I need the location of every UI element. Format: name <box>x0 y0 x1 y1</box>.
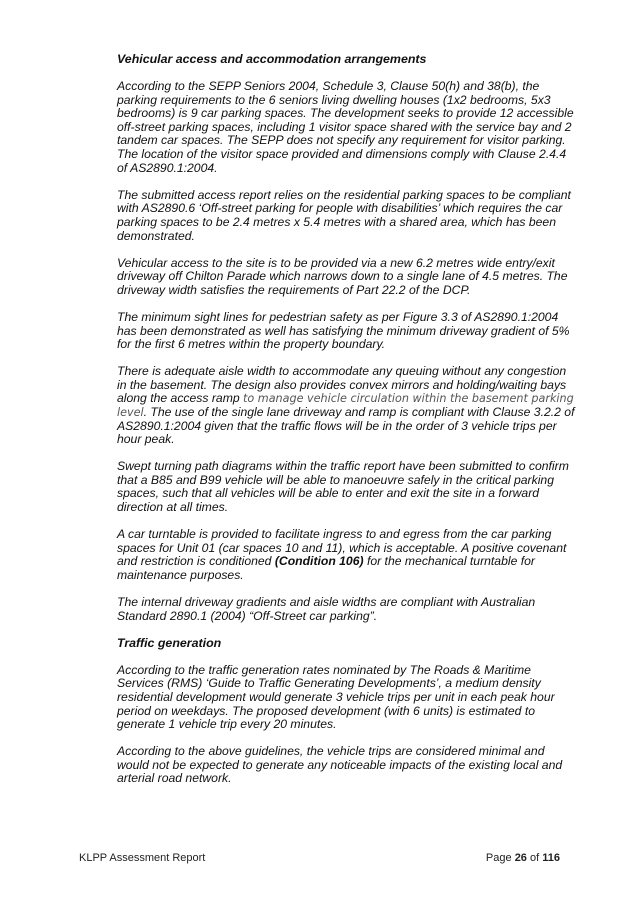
text-segment: The internal driveway gradients and aisle widths are compliant with Australian <box>117 595 536 609</box>
text-segment: Vehicular access to the site is to be provided via a new 6.2 metres wide entry/exit <box>117 255 555 270</box>
text-segment: and restriction is conditioned <box>117 554 275 569</box>
text-line <box>117 365 587 379</box>
condition-reference: (Condition 106) <box>274 554 364 569</box>
text-line <box>117 610 587 624</box>
text-line <box>117 759 587 773</box>
section-heading: Traffic generation <box>117 635 222 650</box>
text-line <box>117 338 587 352</box>
text-segment: hour peak. <box>117 432 175 447</box>
text-segment: with AS2890.6 ‘Off-street parking for people with disabilities’ which requires the car <box>117 201 563 216</box>
text-segment: spaces, such that all vehicles will be able to enter and exit the site in a forward <box>117 486 540 501</box>
paragraph <box>117 311 587 352</box>
text-line <box>117 379 587 393</box>
text-segment: According to the traffic generation rates nominated by The Roads & Maritime <box>117 662 531 677</box>
text-line <box>117 270 587 284</box>
text-line <box>117 460 587 474</box>
text-line <box>117 433 587 447</box>
paragraph <box>117 460 587 514</box>
text-line <box>117 718 587 732</box>
text-segment: Services (RMS) ‘Guide to Traffic Generating Developments’, a medium density <box>117 676 541 691</box>
paragraph <box>117 528 587 582</box>
text-line <box>117 325 587 339</box>
text-segment: According to the above guidelines, the vehicle trips are considered minimal and <box>117 744 545 759</box>
text-segment: driveway off Chilton Parade which narrows down to a single lane of 4.5 metres. The <box>117 269 568 284</box>
text-line <box>117 189 587 203</box>
text-segment: bedrooms) is 9 car parking spaces. The development seeks to provide 12 accessible <box>117 106 574 121</box>
text-segment: residential development would generate 3 vehicle trips per unit in each peak hour <box>117 689 555 704</box>
text-segment: direction at all times. <box>117 500 229 515</box>
text-segment: . The use of the single lane driveway and ramp is compliant with Clause 3.2.2 of <box>143 404 575 419</box>
text-segment: A car turntable is provided to facilitate ingress to and egress from the car parking <box>117 527 552 542</box>
page-footer <box>79 851 560 865</box>
text-line <box>117 555 587 569</box>
text-segment: There is adequate aisle width to accommodate any queuing without any congestion <box>117 364 567 379</box>
text-line <box>117 311 587 325</box>
text-line <box>117 501 587 515</box>
text-segment: of AS2890.1:2004. <box>117 160 218 175</box>
current-page: 26 <box>514 852 527 864</box>
text-segment: tandem car spaces. The SEPP does not specify any requirement for visitor parking. <box>117 133 566 148</box>
text-line <box>117 528 587 542</box>
text-line <box>117 216 587 230</box>
text-segment: parking requirements to the 6 seniors living dwelling houses (1x2 bedrooms, 5x3 <box>117 92 551 107</box>
text-segment: to manage vehicle circulation within the basement parking <box>243 392 574 406</box>
text-segment: period on weekdays. The proposed development (with 6 units) is estimated to <box>117 703 535 718</box>
text-line <box>117 542 587 556</box>
text-line <box>117 134 587 148</box>
text-segment: driveway width satisfies the requirements of Part 22.2 of the DCP. <box>117 282 471 297</box>
text-line <box>117 230 587 244</box>
text-line <box>117 107 587 121</box>
text-segment: in the basement. The design also provides convex mirrors and holding/waiting bays <box>117 377 567 392</box>
text-line <box>117 284 587 298</box>
text-segment: that a B85 and B99 vehicle will be able to manoeuvre safely in the critical parking <box>117 472 554 487</box>
paragraph <box>117 257 587 298</box>
text-segment: generate 1 vehicle trip every 20 minutes. <box>117 717 337 732</box>
text-segment: level <box>117 405 144 419</box>
text-line <box>117 80 587 94</box>
text-line <box>117 202 587 216</box>
text-line <box>117 705 587 719</box>
total-pages: 116 <box>542 852 560 864</box>
text-segment: AS2890.1:2004 given that the traffic flows will be in the order of 3 vehicle trips per <box>117 418 557 433</box>
text-segment: Standard 2890.1 (2004) “Off-Street car parking”. <box>117 608 378 623</box>
text-segment: spaces for Unit 01 (car spaces 10 and 11), which is acceptable. A positive covenant <box>117 540 567 555</box>
text-segment: for the first 6 metres within the property boundary. <box>117 337 386 352</box>
text-segment: According to the SEPP Seniors 2004, Schedule 3, Clause 50(h) and 38(b), the <box>117 79 540 94</box>
text-segment: for the mechanical turntable for <box>363 554 535 569</box>
text-line <box>117 474 587 488</box>
text-line <box>117 691 587 705</box>
text-segment: The minimum sight lines for pedestrian safety as per Figure 3.3 of AS2890.1:2004 <box>117 309 559 324</box>
text-line <box>117 94 587 108</box>
paragraph <box>117 664 587 732</box>
text-segment: The location of the visitor space provided and dimensions comply with Clause 2.4.4 <box>117 147 567 162</box>
text-segment: maintenance purposes. <box>117 567 244 582</box>
paragraph <box>117 596 587 623</box>
paragraph <box>117 365 587 447</box>
text-line <box>117 487 587 501</box>
text-line <box>117 677 587 691</box>
paragraph <box>117 745 587 786</box>
text-line <box>117 406 587 420</box>
text-segment: The submitted access report relies on the residential parking spaces to be compliant <box>117 187 571 202</box>
text-segment: would not be expected to generate any noticeable impacts of the existing local and <box>117 757 563 772</box>
text-segment: off-street parking spaces, including 1 visitor space shared with the service bay and 2 <box>117 119 572 134</box>
text-line <box>117 162 587 176</box>
document-body <box>117 53 587 800</box>
text-line <box>117 596 587 610</box>
text-line <box>117 392 587 406</box>
text-line <box>117 772 587 786</box>
text-segment: arterial road network. <box>117 771 232 786</box>
text-line <box>117 257 587 271</box>
text-segment: Swept turning path diagrams within the traffic report have been submitted to confirm <box>117 459 569 474</box>
text-line <box>117 569 587 583</box>
paragraph <box>117 189 587 243</box>
text-line <box>117 121 587 135</box>
text-segment: demonstrated. <box>117 228 195 243</box>
text-segment: has been demonstrated as well has satisfying the minimum driveway gradient of 5% <box>117 323 570 338</box>
paragraph <box>117 80 587 175</box>
footer-page-number <box>486 851 560 865</box>
text-line <box>117 420 587 434</box>
text-segment: along the access ramp <box>117 391 244 406</box>
footer-report-title: KLPP Assessment Report <box>79 852 206 864</box>
section-heading: Vehicular access and accommodation arrangements <box>117 52 427 66</box>
text-line <box>117 664 587 678</box>
text-line <box>117 745 587 759</box>
text-segment: parking spaces to be 2.4 metres x 5.4 metres with a shared area, which has been <box>117 214 556 229</box>
page-prefix: Page <box>485 852 512 864</box>
text-line <box>117 148 587 162</box>
page-of: of <box>530 852 540 864</box>
